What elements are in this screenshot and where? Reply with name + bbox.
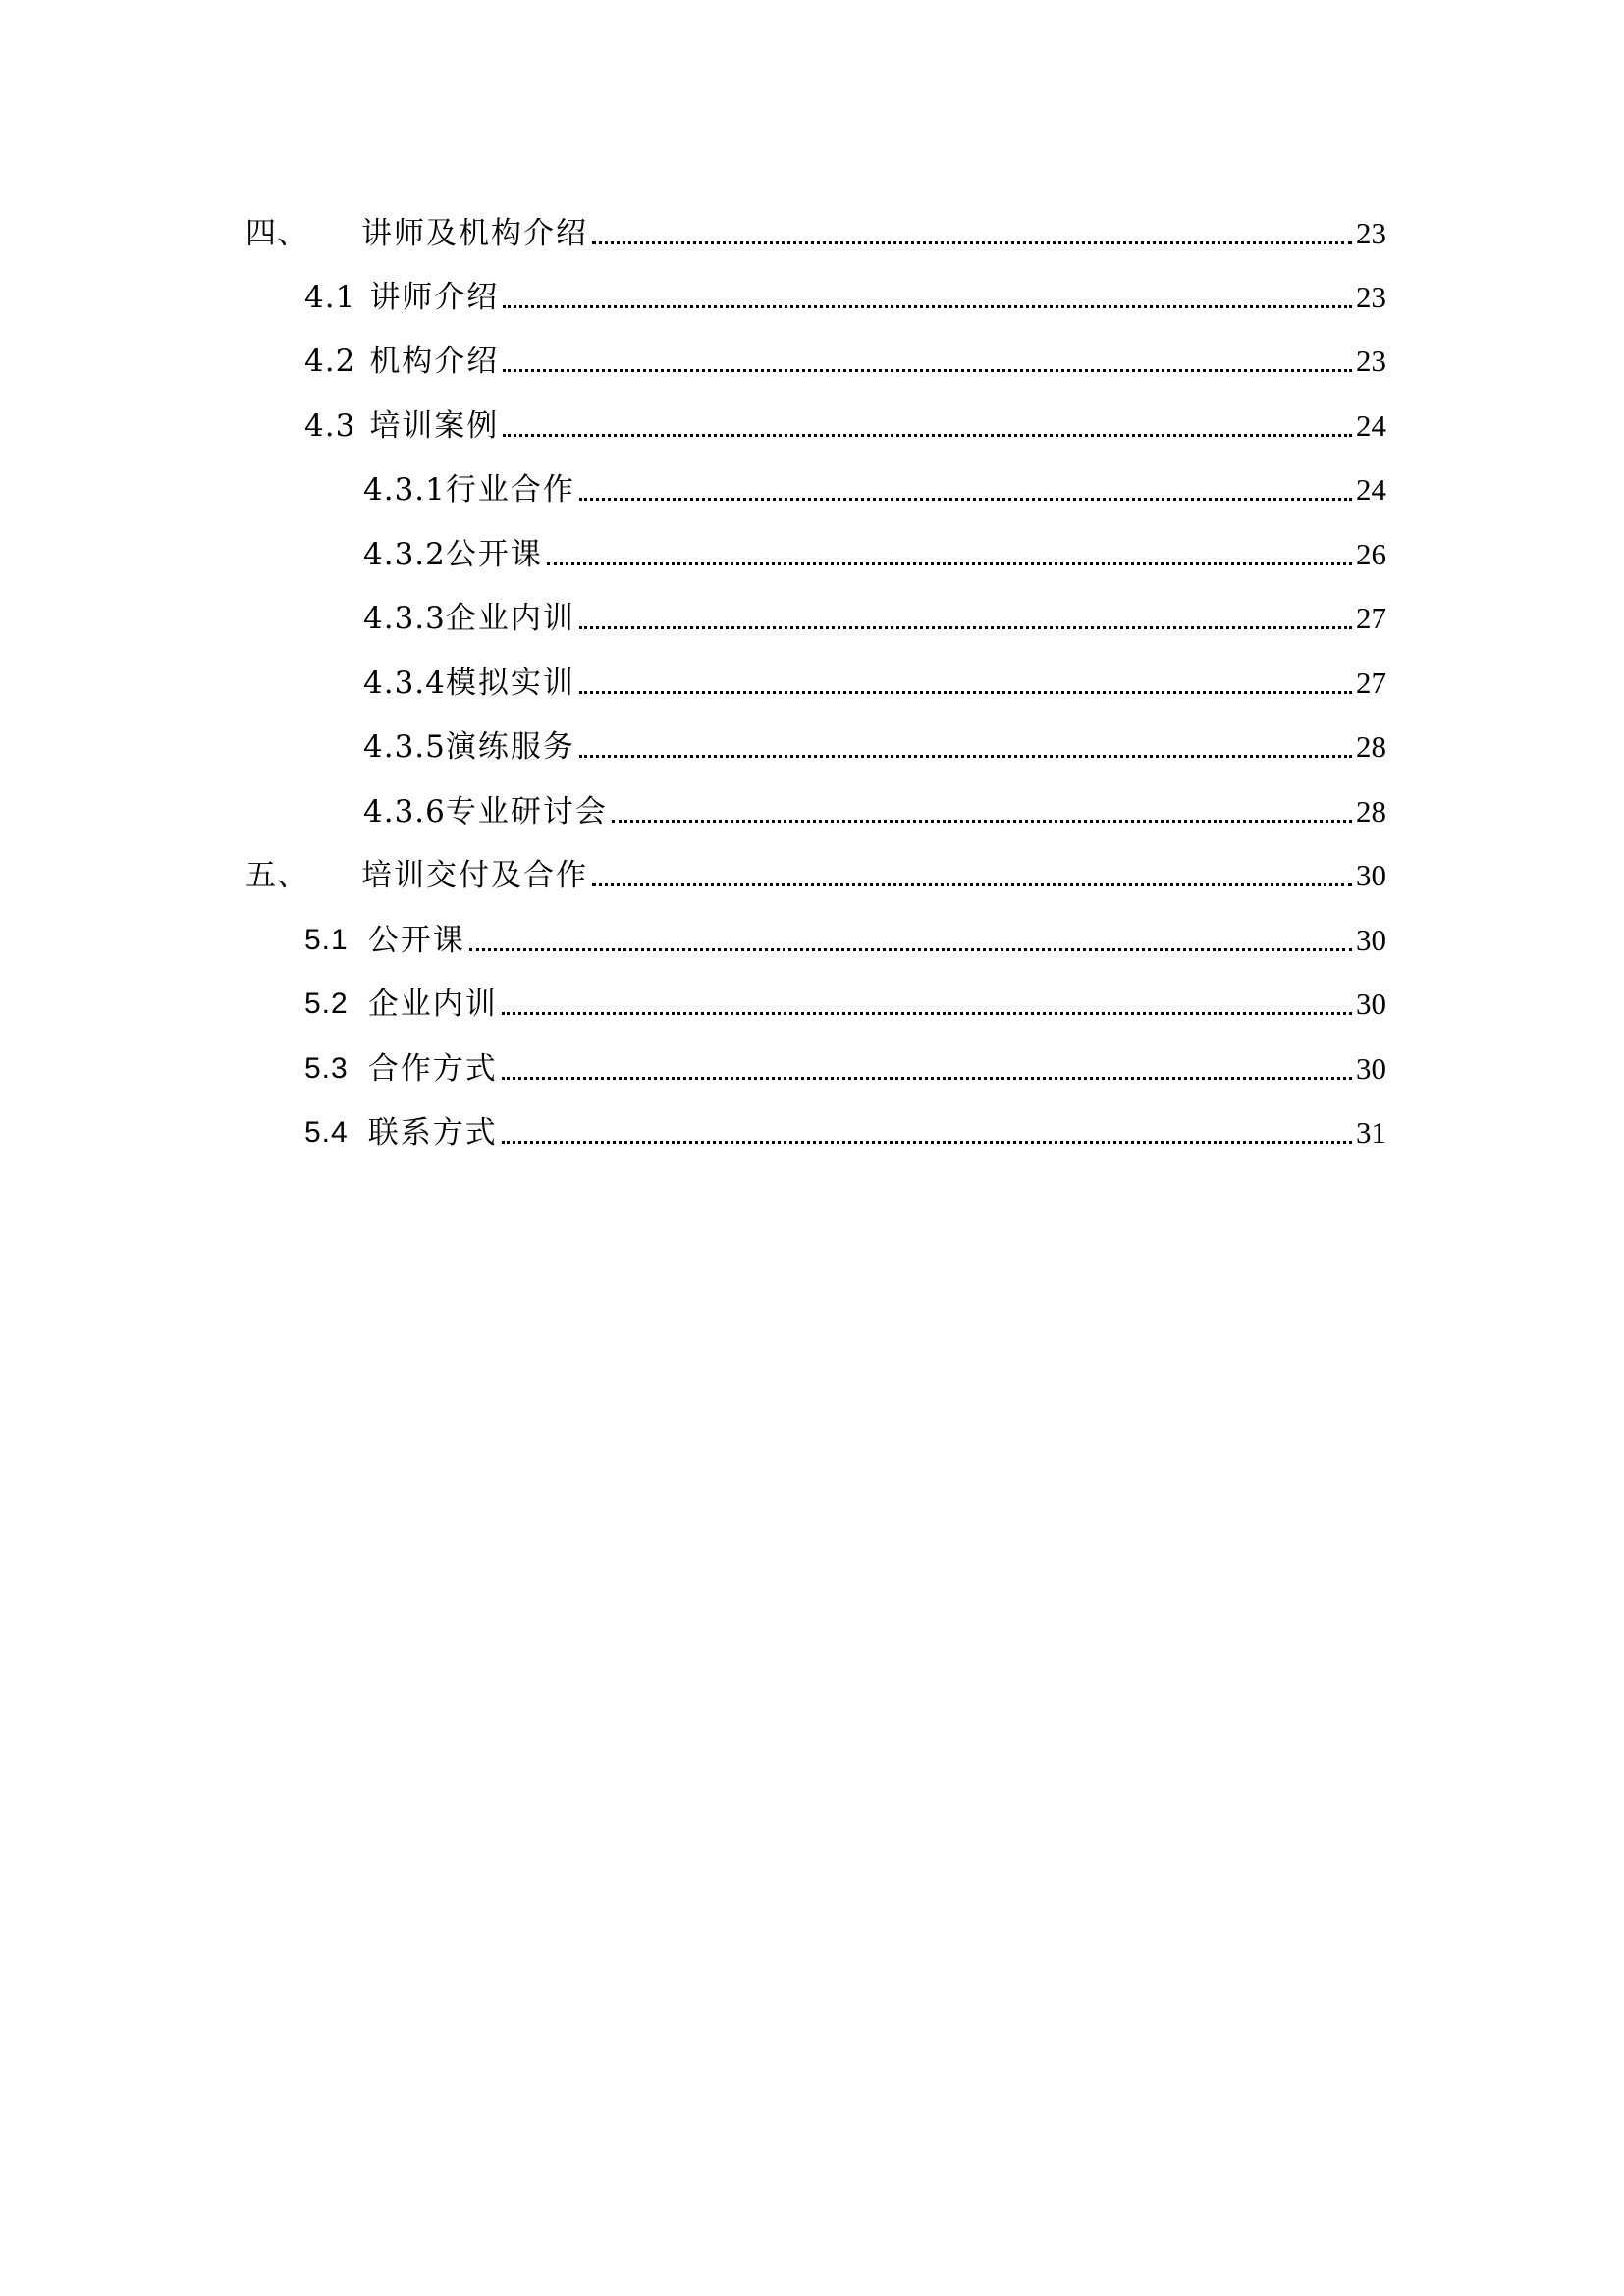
toc-page-number: 31 <box>1356 1115 1386 1149</box>
toc-entry-title: 机构介绍 <box>369 344 500 379</box>
toc-page-number: 24 <box>1356 408 1386 443</box>
toc-entry-number: 5.2 <box>304 988 349 1020</box>
toc-entry-number: 五、 <box>245 858 308 893</box>
toc-entry-5-4[interactable] <box>304 1107 1386 1152</box>
toc-entry-title: 模拟实训 <box>445 666 575 701</box>
toc-entry-number: 四、 <box>245 216 308 251</box>
toc-entry-number: 5.1 <box>304 924 349 956</box>
toc-entry-number: 4.2 <box>304 344 356 379</box>
toc-dot-leader <box>592 241 1352 244</box>
toc-dot-leader <box>469 948 1352 951</box>
toc-entry-5-3[interactable] <box>304 1043 1386 1089</box>
toc-entry-title: 专业研讨会 <box>445 794 608 829</box>
toc-entry-title: 行业合作 <box>445 472 575 507</box>
toc-page-number: 23 <box>1356 280 1386 314</box>
toc-dot-leader <box>503 434 1352 437</box>
toc-dot-leader <box>579 498 1352 501</box>
toc-entry-5-2[interactable] <box>304 979 1386 1024</box>
toc-entry-5-1[interactable] <box>304 915 1386 960</box>
toc-dot-leader <box>579 691 1352 694</box>
toc-entry-title: 合作方式 <box>367 1051 498 1087</box>
toc-dot-leader <box>502 1077 1352 1080</box>
toc-page-number: 27 <box>1356 666 1386 700</box>
toc-entry-number: 4.3.5 <box>363 729 446 765</box>
toc-entry-number: 4.3.1 <box>363 472 446 507</box>
toc-entry-title: 演练服务 <box>445 729 575 765</box>
toc-entry-number: 5.4 <box>304 1116 349 1148</box>
toc-entry-4-3-2[interactable] <box>363 529 1386 574</box>
toc-entry-title: 联系方式 <box>367 1115 498 1150</box>
toc-entry-title: 讲师及机构介绍 <box>361 216 588 251</box>
toc-page-number: 30 <box>1356 987 1386 1021</box>
toc-entry-4-2[interactable] <box>304 336 1386 381</box>
toc-dot-leader <box>612 820 1352 823</box>
toc-dot-leader <box>502 1012 1352 1015</box>
toc-entry-title: 公开课 <box>445 537 543 572</box>
toc-entry-4-1[interactable] <box>304 272 1386 317</box>
toc-entry-4-3-5[interactable] <box>363 721 1386 767</box>
toc-dot-leader <box>503 305 1352 308</box>
toc-page-number: 23 <box>1356 216 1386 250</box>
toc-entry-title: 讲师介绍 <box>369 280 500 315</box>
toc-entry-number: 4.3 <box>304 408 356 444</box>
toc-entry-title: 公开课 <box>367 923 465 958</box>
toc-entry-title: 企业内训 <box>445 601 575 636</box>
toc-dot-leader <box>547 562 1352 565</box>
toc-entry-4-3-4[interactable] <box>363 658 1386 703</box>
toc-dot-leader <box>579 626 1352 629</box>
toc-entry-number: 4.3.3 <box>363 601 446 636</box>
toc-entry-title: 培训交付及合作 <box>361 858 588 893</box>
toc-entry-4-3-1[interactable] <box>363 464 1386 509</box>
toc-page-number: 30 <box>1356 1051 1386 1086</box>
toc-entry-4-3-6[interactable] <box>363 786 1386 831</box>
toc-page-number: 30 <box>1356 858 1386 892</box>
toc-dot-leader <box>503 369 1352 372</box>
toc-entry-4-3-3[interactable] <box>363 593 1386 638</box>
toc-dot-leader <box>592 883 1352 886</box>
toc-page-number: 28 <box>1356 794 1386 828</box>
toc-entry-section-5[interactable] <box>245 850 1386 895</box>
toc-page-number: 30 <box>1356 923 1386 957</box>
toc-entry-section-4[interactable] <box>245 208 1386 253</box>
toc-entry-4-3[interactable] <box>304 400 1386 446</box>
toc-dot-leader <box>502 1141 1352 1144</box>
toc-page-number: 27 <box>1356 601 1386 635</box>
toc-entry-title: 企业内训 <box>367 987 498 1022</box>
toc-page-number: 23 <box>1356 344 1386 378</box>
toc-page-number: 28 <box>1356 729 1386 764</box>
toc-entry-number: 5.3 <box>304 1052 349 1085</box>
toc-dot-leader <box>579 755 1352 758</box>
toc-entry-number: 4.3.2 <box>363 537 446 572</box>
toc-entry-number: 4.3.4 <box>363 666 446 701</box>
toc-entry-number: 4.3.6 <box>363 794 446 829</box>
toc-page-number: 26 <box>1356 537 1386 571</box>
toc-entry-number: 4.1 <box>304 280 356 315</box>
toc-entry-title: 培训案例 <box>369 408 500 444</box>
toc-page-number: 24 <box>1356 472 1386 507</box>
